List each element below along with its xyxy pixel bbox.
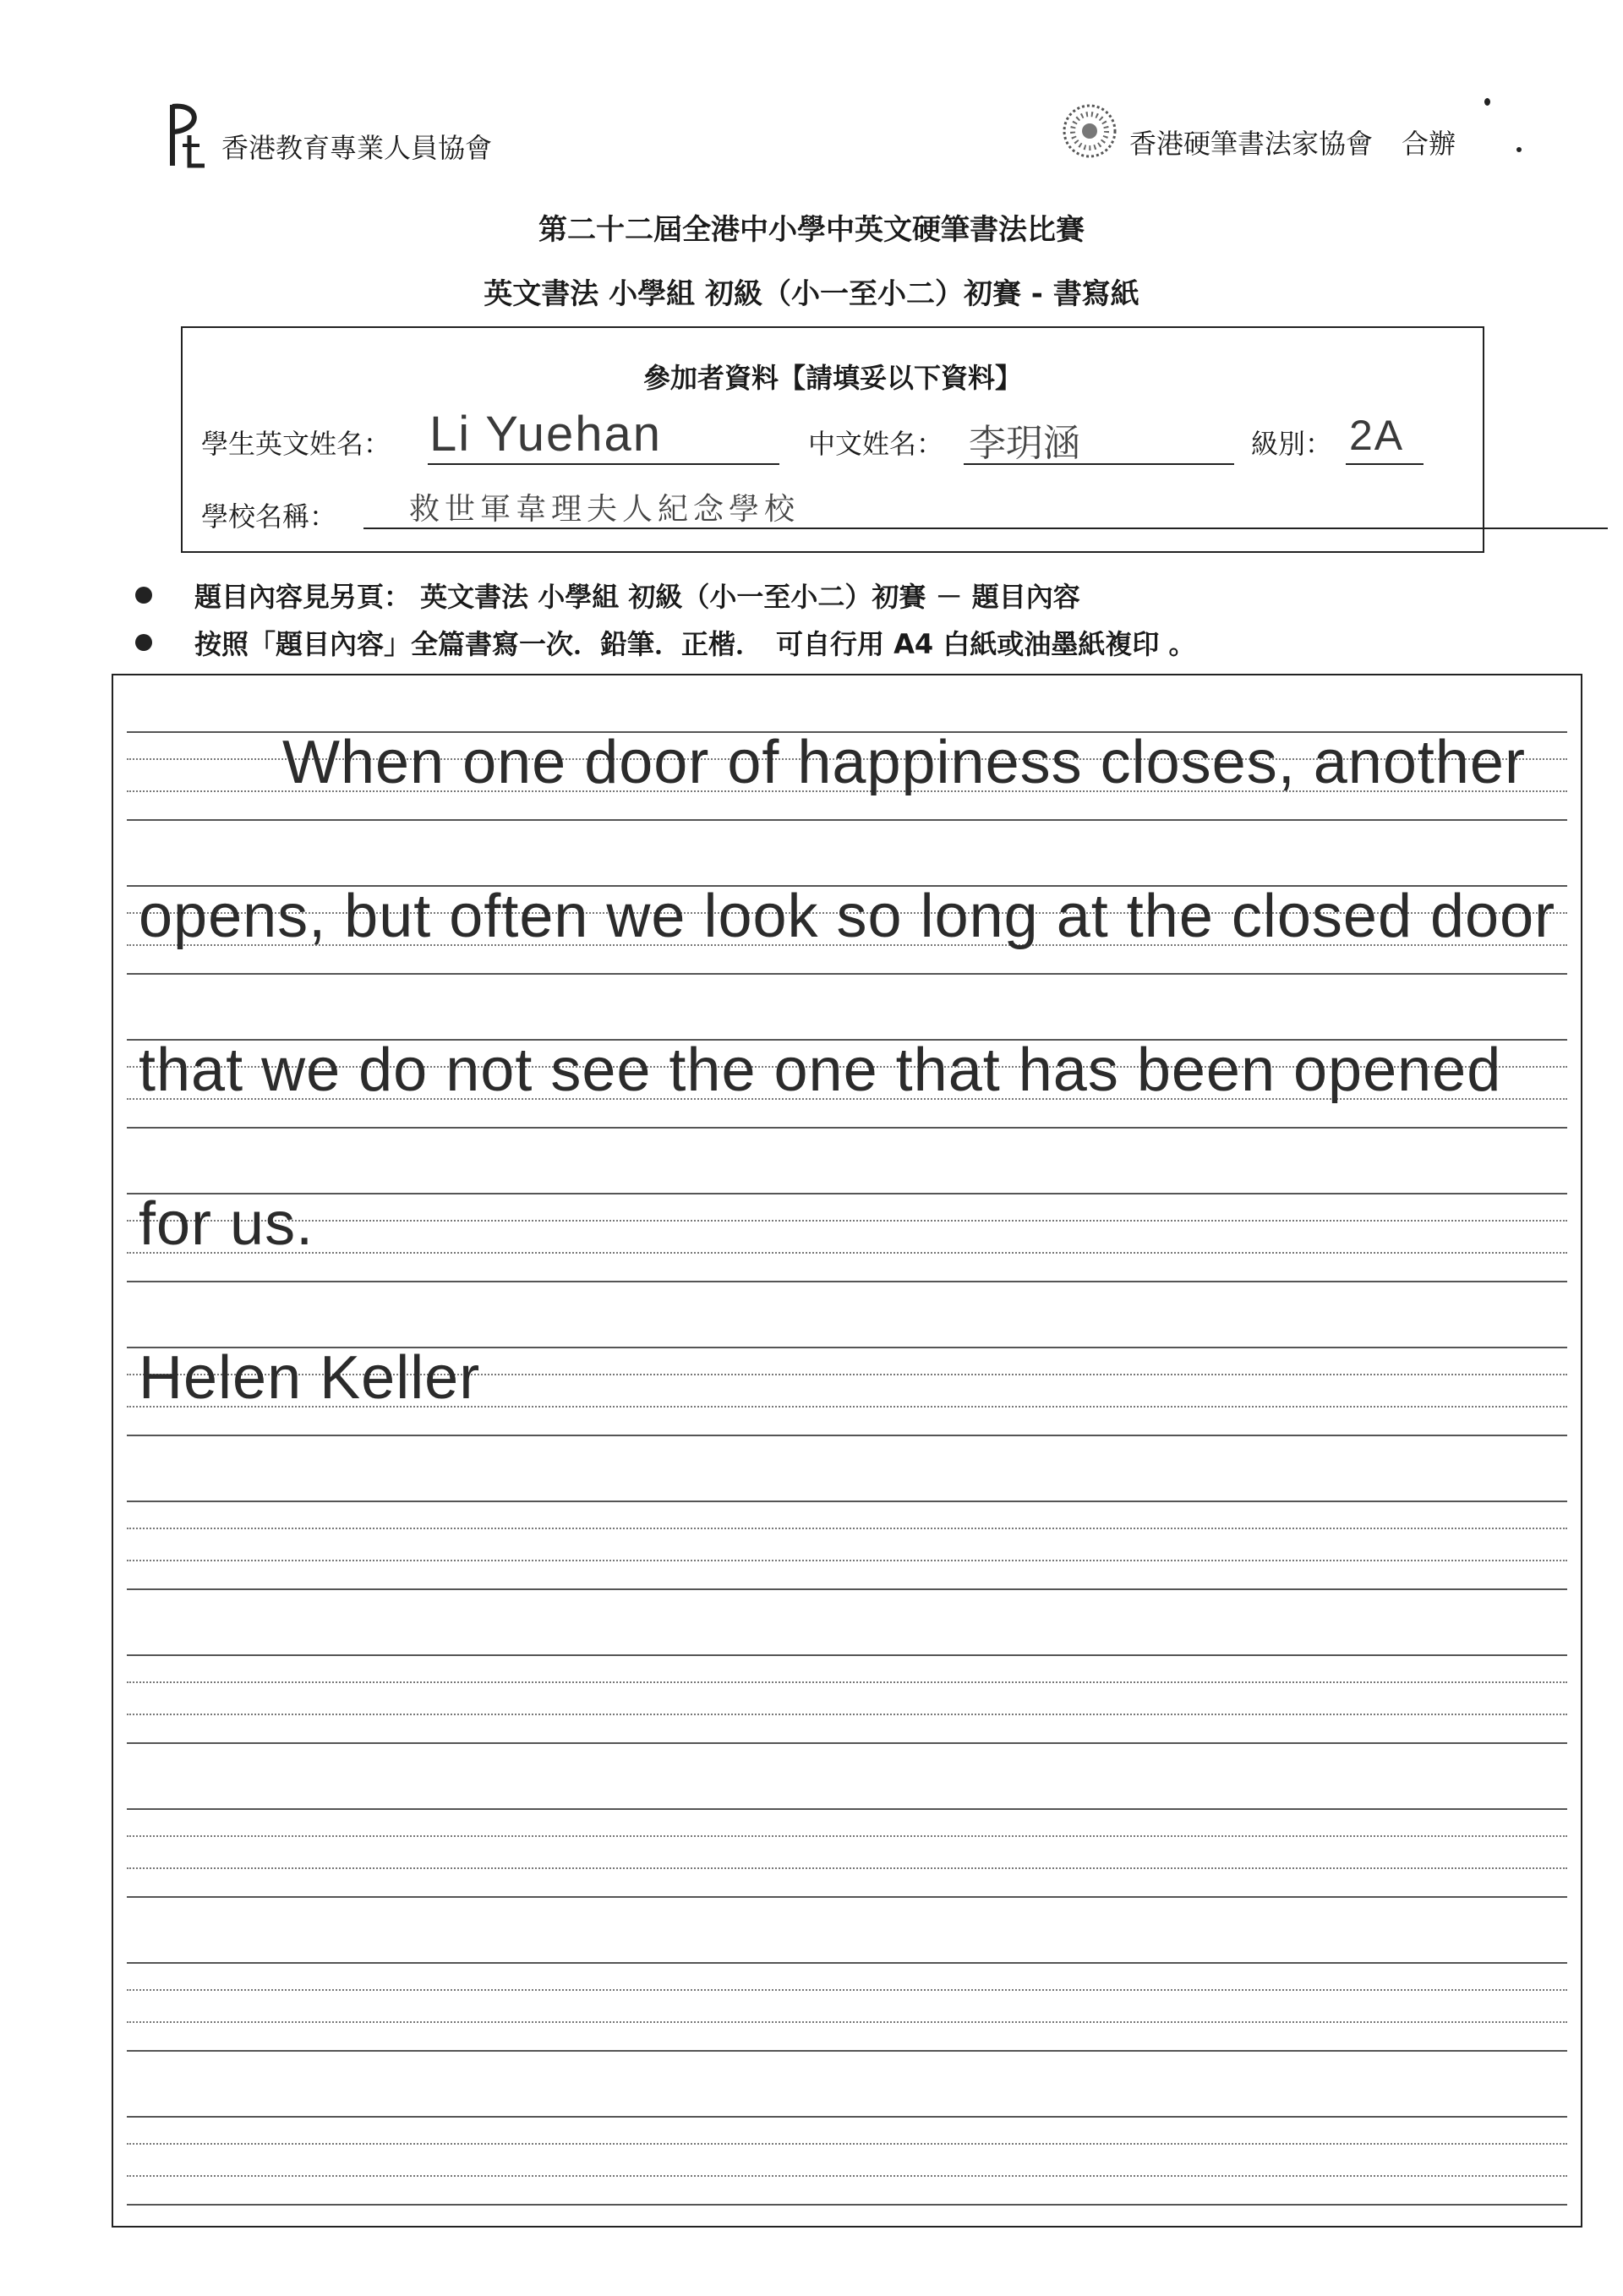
ruled-line xyxy=(127,2050,1567,2052)
instruction-item xyxy=(135,571,1195,619)
cohost-label: 合辦 xyxy=(1402,128,1456,160)
guide-line xyxy=(127,1252,1567,1254)
handwritten-line: that we do not see the one that has been opened xyxy=(139,1036,1502,1104)
ruled-line xyxy=(127,973,1567,975)
school-label: 學校名稱： xyxy=(201,500,337,533)
ruled-line xyxy=(127,1588,1567,1590)
guide-line xyxy=(127,1835,1567,1837)
handwritten-line: Helen Keller xyxy=(139,1344,481,1412)
participant-info-box xyxy=(181,326,1484,553)
ruled-line xyxy=(127,2116,1567,2118)
guide-line xyxy=(127,1714,1567,1715)
guide-line xyxy=(127,1528,1567,1529)
instruction-text: 題目內容見另頁： 英文書法 小學組 初級（小一至小二）初賽 － 題目內容 xyxy=(194,581,1080,613)
guide-line xyxy=(127,1989,1567,1991)
scan-speck xyxy=(1484,98,1490,106)
ruled-line xyxy=(127,1962,1567,1964)
scan-speck xyxy=(1516,147,1522,152)
chinese-name-value: 李玥涵 xyxy=(969,422,1080,465)
guide-line xyxy=(127,2143,1567,2145)
class-underline xyxy=(1346,463,1424,465)
competition-title: 第二十二屆全港中小學中英文硬筆書法比賽 xyxy=(538,213,1085,247)
ruled-line xyxy=(127,1435,1567,1436)
english-name-label: 學生英文姓名： xyxy=(201,428,391,460)
participant-info-heading: 參加者資料【請填妥以下資料】 xyxy=(642,362,1022,394)
calligraphy-society-seal-icon xyxy=(1057,98,1123,164)
association-logo-icon xyxy=(166,98,210,172)
writing-area xyxy=(112,674,1582,2228)
ruled-line xyxy=(127,1742,1567,1744)
bullet-icon xyxy=(135,634,152,651)
handwritten-line: opens, but often we look so long at the closed door xyxy=(139,883,1556,950)
ruled-line xyxy=(127,1127,1567,1129)
guide-line xyxy=(127,1681,1567,1683)
school-value: 救世軍韋理夫人紀念學校 xyxy=(409,492,801,527)
ruled-line xyxy=(127,1193,1567,1194)
english-name-value: Li Yuehan xyxy=(429,407,662,462)
instructions xyxy=(135,571,1195,666)
class-value: 2A xyxy=(1349,412,1405,459)
chinese-name-label: 中文姓名： xyxy=(808,428,944,460)
ruled-line xyxy=(127,819,1567,821)
organizer-left xyxy=(166,98,492,172)
ruled-line xyxy=(127,1896,1567,1898)
ruled-line xyxy=(127,1281,1567,1282)
instruction-text: 按照「題目內容」全篇書寫一次．鉛筆．正楷． 可自行用 A4 白紙或油墨紙複印 。 xyxy=(194,628,1196,660)
handwritten-line: When one door of happiness closes, another xyxy=(282,729,1526,796)
instruction-item xyxy=(135,619,1195,666)
ruled-line xyxy=(127,1808,1567,1810)
guide-line xyxy=(127,2021,1567,2023)
english-name-underline xyxy=(428,463,779,465)
guide-line xyxy=(127,1867,1567,1869)
paper-title: 英文書法 小學組 初級（小一至小二）初賽 - 書寫紙 xyxy=(484,277,1139,311)
handwritten-line: for us. xyxy=(139,1190,314,1258)
bullet-icon xyxy=(135,587,152,604)
organizer-left-name: 香港教育專業人員協會 xyxy=(221,132,493,164)
guide-line xyxy=(127,1560,1567,1561)
guide-line xyxy=(127,2175,1567,2177)
organizer-right xyxy=(1057,98,1456,164)
ruled-line xyxy=(127,2204,1567,2206)
organizer-right-name: 香港硬筆書法家協會 xyxy=(1129,128,1374,160)
ruled-line xyxy=(127,1501,1567,1502)
ruled-line xyxy=(127,1654,1567,1656)
guide-line xyxy=(127,1220,1567,1222)
class-label: 級別： xyxy=(1251,428,1333,460)
